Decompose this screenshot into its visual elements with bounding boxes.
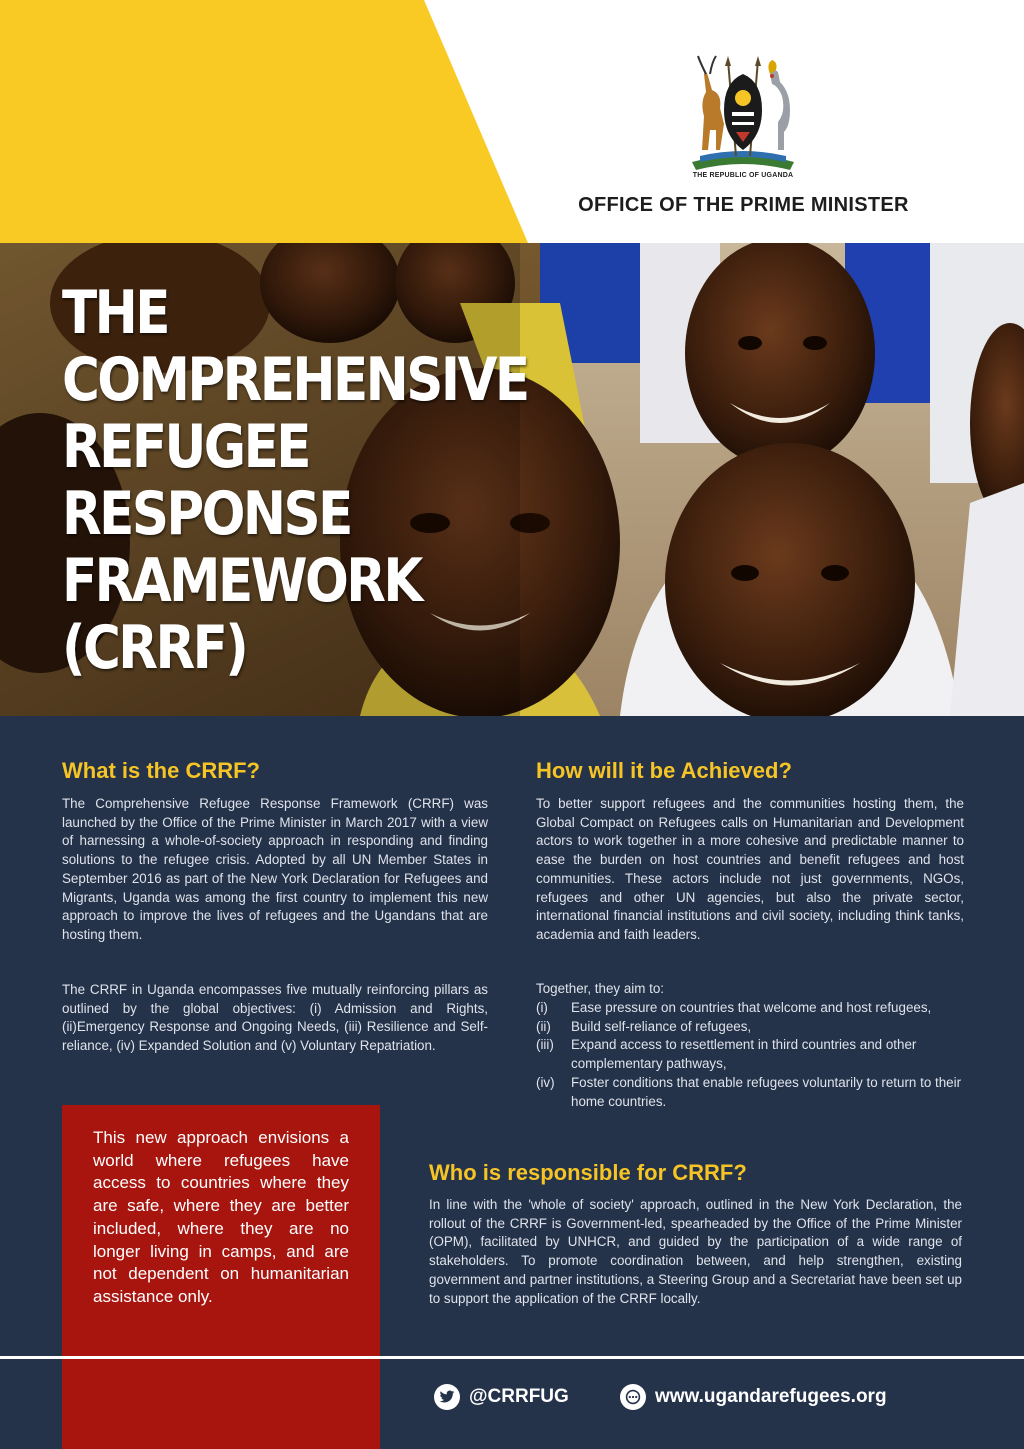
what-paragraph-1: The Comprehensive Refugee Response Framework (CRRF) was launched by the Office of the Prime Minister in March 2017 with a view of harnessing a whole-of-society approach in responding and finding solutions to the refugee crisis. Adopted by all UN Member States in September 2016 as part of the New York Declaration for Refugees and Migrants, Uganda was among the first country to implement this new approach to improve the lives of refugees and the Ugandans that are hosting them. xyxy=(62,796,488,942)
aim-text: Ease pressure on countries that welcome and host refugees, xyxy=(571,1000,932,1015)
coat-of-arms-icon xyxy=(686,52,800,174)
hero-title-line: FRAMEWORK xyxy=(62,546,421,616)
aim-text: Build self-reliance of refugees, xyxy=(571,1018,752,1034)
twitter-icon xyxy=(434,1384,460,1410)
aim-number: (i) xyxy=(536,1000,548,1015)
hero-title-line: REFUGEE xyxy=(62,412,309,482)
list-item xyxy=(536,1036,964,1073)
page-header xyxy=(0,0,1024,243)
hero-title-line: COMPREHENSIVE xyxy=(62,345,528,415)
hero-title xyxy=(62,280,528,682)
web-icon xyxy=(620,1384,646,1410)
hero-title-line: (CRRF) xyxy=(62,613,247,683)
aim-text: Expand access to resettlement in third countries and other complementary pathways, xyxy=(571,1037,917,1072)
hero-photo xyxy=(0,243,1024,716)
list-item xyxy=(536,999,964,1018)
callout-text: This new approach envisions a world where refugees have access to countries where they are safe, where they are better included, where they are no longer living in camps, and are not dependent on humanitarian assistance only. xyxy=(93,1128,349,1306)
aim-number: (ii) xyxy=(536,1018,551,1034)
hero-title-line: RESPONSE xyxy=(62,479,351,549)
who-paragraph: In line with the 'whole of society' approach, outlined in the New York Declaration, the rollout of the CRRF is Government-led, spearheaded by the Office of the Prime Minister (OPM), facilitated by UNHCR, and guided by the participation of a wide range of stakeholders. To promote coordination between, and help strengthen, existing government and partner institutions, a Steering Group and a Secretariat have been set up to support the application of the CRRF locally. xyxy=(429,1197,962,1306)
what-heading: What is the CRRF? xyxy=(62,758,260,783)
what-paragraph-2: The CRRF in Uganda encompasses five mutually reinforcing pillars as outlined by the global objectives: (i) Admission and Rights, (ii)Emergency Response and Ongoing Needs, (iii) Resilience and Self-reliance, (iv) Expanded Solution and (v) Voluntary Repatriation. xyxy=(62,982,488,1054)
website-link[interactable] xyxy=(620,1384,887,1410)
aims-list xyxy=(536,999,964,1111)
aims-intro: Together, they aim to: xyxy=(536,981,665,996)
twitter-handle: @CRRFUG xyxy=(469,1386,569,1407)
crest-caption: THE REPUBLIC OF UGANDA xyxy=(692,172,794,179)
how-paragraph: To better support refugees and the communities hosting them, the Global Compact on Refugees calls on Humanitarian and Development actors to work together in a more cohesive and predictable manner to ease the burden on host countries and benefit refugees and host communities. These actors include not just governments, NGOs, refugees and other UN agencies, but also the private sector, international financial institutions and civil society, including think tanks, academia and faith leaders. xyxy=(536,796,964,942)
twitter-link[interactable] xyxy=(434,1384,569,1410)
office-title: OFFICE OF THE PRIME MINISTER xyxy=(578,194,909,216)
how-heading: How will it be Achieved? xyxy=(536,758,792,783)
who-heading: Who is responsible for CRRF? xyxy=(429,1160,747,1185)
website-url: www.ugandarefugees.org xyxy=(655,1386,887,1407)
callout-box xyxy=(62,1105,380,1449)
footer-divider xyxy=(0,1356,1024,1359)
list-item xyxy=(536,1074,964,1111)
aim-text: Foster conditions that enable refugees voluntarily to return to their home countries. xyxy=(571,1074,962,1109)
aim-number: (iv) xyxy=(536,1074,555,1090)
list-item xyxy=(536,1018,964,1037)
aim-number: (iii) xyxy=(536,1037,554,1053)
hero-title-line: THE xyxy=(62,278,168,348)
